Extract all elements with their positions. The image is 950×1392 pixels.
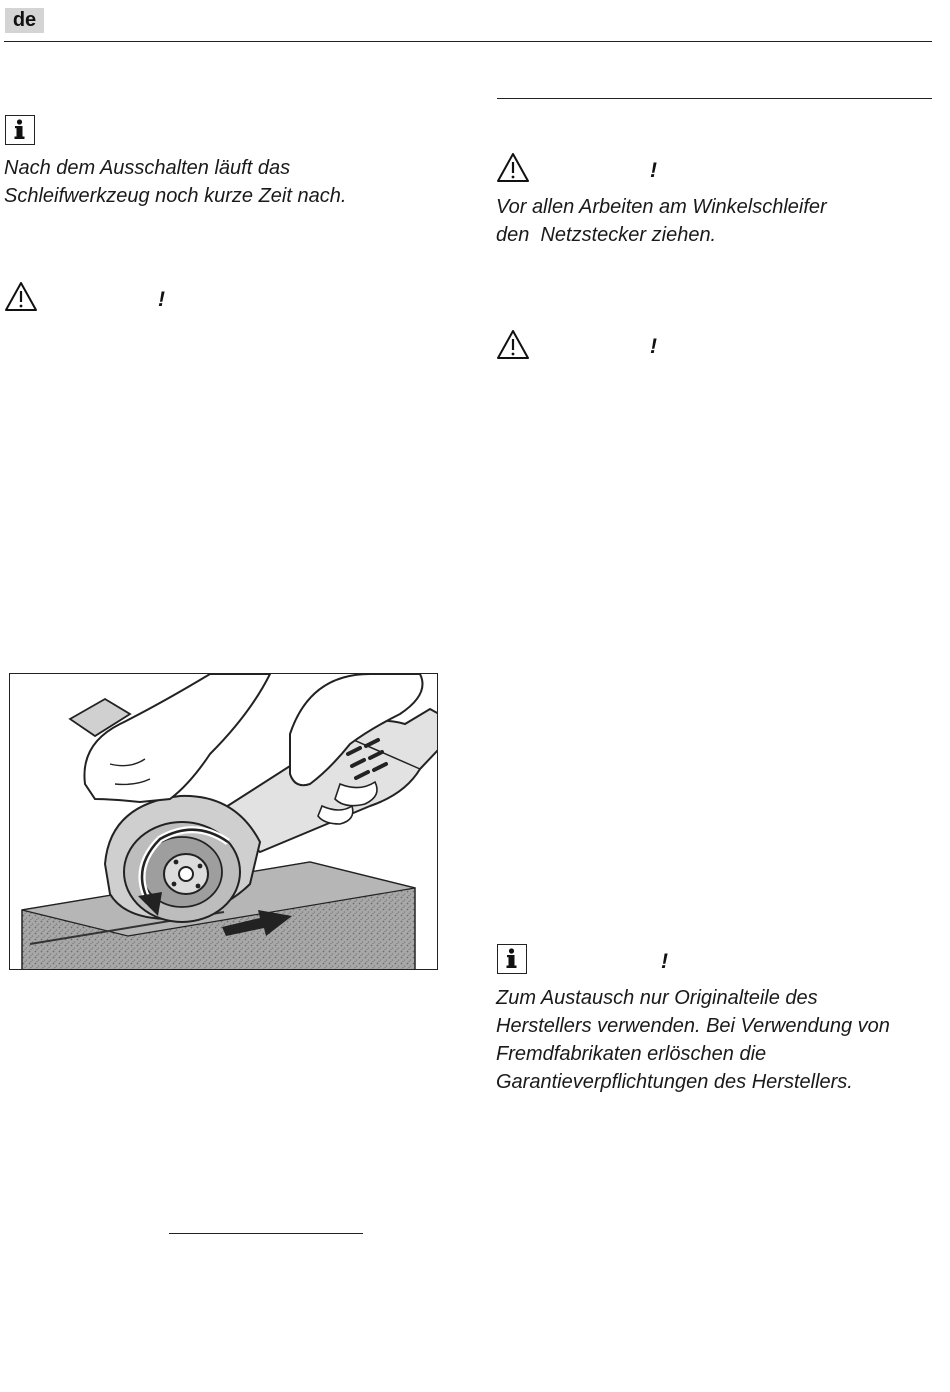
header-divider: [4, 41, 932, 42]
caution-marker: !: [158, 288, 165, 311]
language-badge: de: [5, 8, 44, 33]
unplug-warning-text: Vor allen Arbeiten am Winkelschleifer den Netzstecker ziehen.: [496, 196, 827, 246]
warning-triangle-icon: [496, 329, 530, 360]
warning-triangle-icon: [496, 152, 530, 183]
info-note-text: Nach dem Ausschalten läuft das Schleifwerkzeug noch kurze Zeit nach.: [4, 157, 347, 207]
section-divider: [497, 98, 932, 99]
info-icon: [497, 944, 527, 974]
spare-parts-note-text: Zum Austausch nur Originalteile des Herstellers verwenden. Bei Verwendung von Fremdfabrikaten erlöschen die Garantieverpflichtungen des Herstellers.: [496, 987, 890, 1093]
warning-triangle-icon: [4, 281, 38, 312]
info-icon: [5, 115, 35, 145]
info-marker: !: [661, 950, 668, 973]
footer-divider: [169, 1233, 363, 1234]
caution-marker: !: [650, 335, 657, 358]
angle-grinder-cutting-illustration: [10, 674, 438, 970]
angle-grinder-figure: [9, 673, 438, 970]
caution-marker: !: [650, 159, 657, 182]
